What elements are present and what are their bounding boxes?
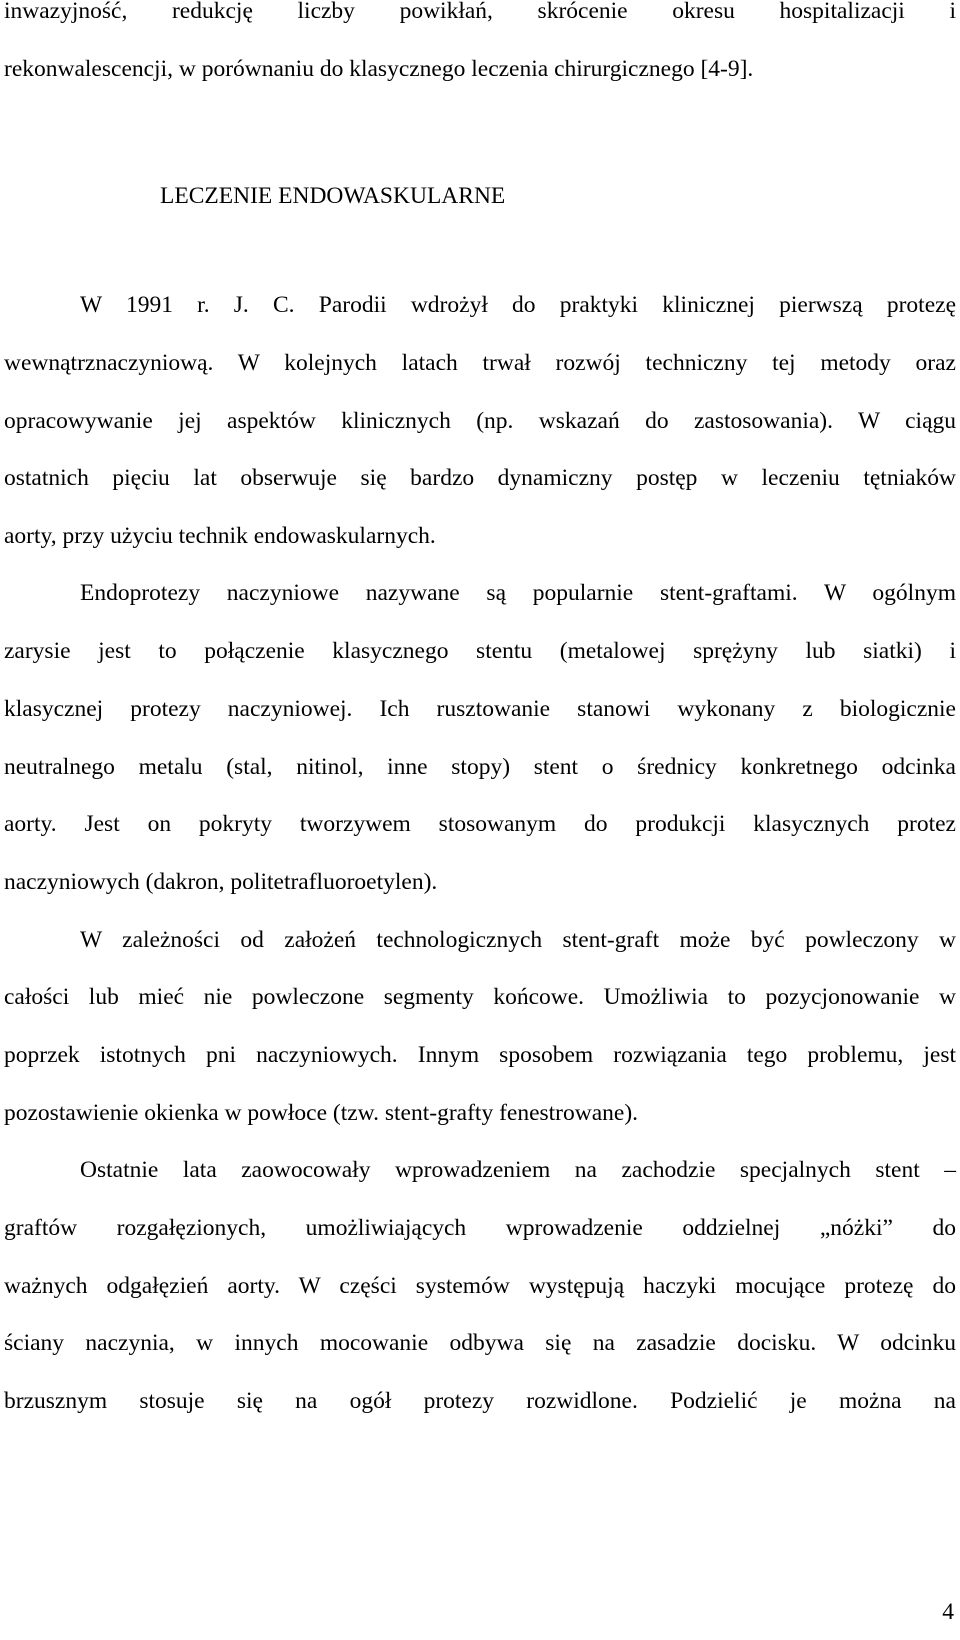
section-heading: LECZENIE ENDOWASKULARNE (160, 183, 506, 209)
text-line: naczyniowych (dakron, politetrafluoroetylen). (4, 869, 438, 895)
paragraph-first-line: Endoprotezy naczyniowe nazywane są popularnie stent-graftami. W ogólnym (80, 580, 956, 606)
text-line: zarysie jest to połączenie klasycznego stentu (metalowej sprężyny lub siatki) i (4, 638, 956, 664)
text-line: inwazyjność, redukcję liczby powikłań, skrócenie okresu hospitalizacji i (4, 0, 956, 24)
paragraph-first-line: Ostatnie lata zaowocowały wprowadzeniem na zachodzie specjalnych stent – (80, 1157, 956, 1183)
page-number: 4 (942, 1599, 954, 1625)
text-line: ważnych odgałęzień aorty. W części systemów występują haczyki mocujące protezę do (4, 1273, 956, 1299)
text-line: rekonwalescencji, w porównaniu do klasycznego leczenia chirurgicznego [4-9]. (4, 56, 754, 82)
text-line: aorty. Jest on pokryty tworzywem stosowanym do produkcji klasycznych protez (4, 811, 956, 837)
text-line: graftów rozgałęzionych, umożliwiających wprowadzenie oddzielnej „nóżki” do (4, 1215, 956, 1241)
text-line: opracowywanie jej aspektów klinicznych (np. wskazań do zastosowania). W ciągu (4, 408, 956, 434)
text-line: klasycznej protezy naczyniowej. Ich rusztowanie stanowi wykonany z biologicznie (4, 696, 956, 722)
paragraph-first-line: W 1991 r. J. C. Parodii wdrożył do praktyki klinicznej pierwszą protezę (80, 292, 956, 318)
text-line: brzusznym stosuje się na ogół protezy rozwidlone. Podzielić je można na (4, 1388, 956, 1414)
text-line: aorty, przy użyciu technik endowaskularnych. (4, 523, 436, 549)
paragraph-first-line: W zależności od założeń technologicznych stent-graft może być powleczony w (80, 927, 956, 953)
text-line: całości lub mieć nie powleczone segmenty końcowe. Umożliwia to pozycjonowanie w (4, 984, 956, 1010)
text-line: wewnątrznaczyniową. W kolejnych latach trwał rozwój techniczny tej metody oraz (4, 350, 956, 376)
text-line: ściany naczynia, w innych mocowanie odbywa się na zasadzie docisku. W odcinku (4, 1330, 956, 1356)
text-line: ostatnich pięciu lat obserwuje się bardzo dynamiczny postęp w leczeniu tętniaków (4, 465, 956, 491)
text-line: neutralnego metalu (stal, nitinol, inne stopy) stent o średnicy konkretnego odcinka (4, 754, 956, 780)
text-line: pozostawienie okienka w powłoce (tzw. stent-grafty fenestrowane). (4, 1100, 639, 1126)
text-line: poprzek istotnych pni naczyniowych. Innym sposobem rozwiązania tego problemu, jest (4, 1042, 956, 1068)
